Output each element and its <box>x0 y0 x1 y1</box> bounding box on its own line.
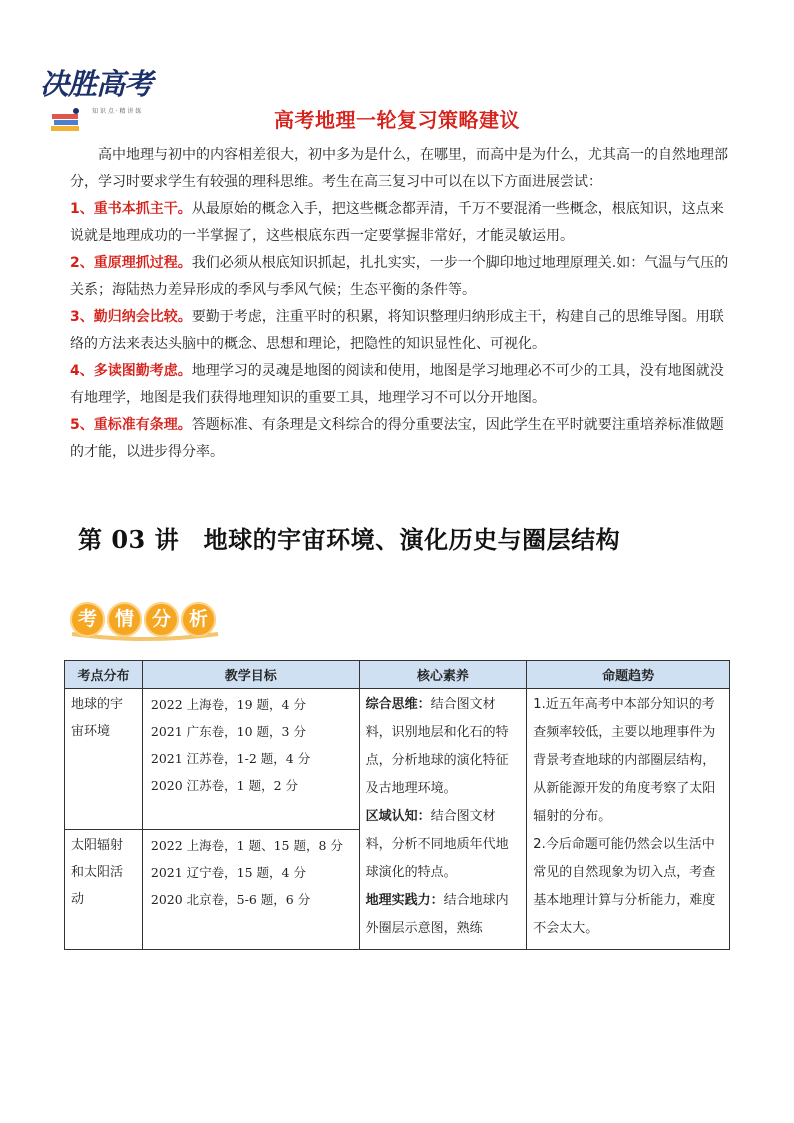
strategy-text <box>70 142 730 466</box>
column-header: 核心素养 <box>359 661 527 689</box>
tip-paragraph <box>70 412 730 466</box>
tip-text: 从最原始的概念入手，把这些概念都弄清，千万不要混淆一些概念，根底知识，这点来说就是地理成功的一半掌握了，这些根底东西一定要掌握非常好，才能灵敏运用。 <box>70 201 724 244</box>
exam-list <box>142 830 359 950</box>
exam-item: 2022 上海卷，1 题、15 题，8 分 <box>150 838 343 853</box>
tip-paragraph <box>70 358 730 412</box>
exam-item: 2022 上海卷，19 题，4 分 <box>150 697 306 712</box>
literacy-item <box>366 887 521 943</box>
tip-label: 2、重原理抓过程。 <box>70 255 192 271</box>
analysis-table <box>64 660 730 950</box>
table-row <box>65 689 730 830</box>
table-header-row <box>65 661 730 689</box>
tip-paragraph <box>70 196 730 250</box>
lecture-title: 第 03 讲 地球的宇宙环境、演化历史与圈层结构 <box>78 525 621 554</box>
page-title: 高考地理一轮复习策略建议 <box>274 108 520 132</box>
section-tag-char: 析 <box>181 602 216 637</box>
tip-text: 答题标准、有条理是文科综合的得分重要法宝，因此学生在平时就要注重培养标准做题的才能，以进步得分率。 <box>70 417 724 460</box>
literacy-label: 综合思维： <box>365 697 431 712</box>
exam-item: 2021 广东卷，10 题，3 分 <box>150 724 306 739</box>
column-header: 考点分布 <box>65 661 143 689</box>
literacy-label: 地理实践力： <box>365 893 444 908</box>
section-tag-char: 分 <box>144 602 179 637</box>
literacy-item <box>366 691 521 803</box>
section-tag <box>70 600 220 642</box>
tip-text: 要勤于考虑，注重平时的积累，将知识整理归纳形成主干，构建自己的思维导图。用联络的方法来表达头脑中的概念、思想和理论，把隐性的知识显性化、可视化。 <box>70 309 724 352</box>
exam-item: 2020 江苏卷，1 题，2 分 <box>150 778 299 793</box>
intro-paragraph: 高中地理与初中的内容相差很大，初中多为是什么，在哪里，而高中是为什么，尤其高一的自然地理部分，学习时要求学生有较强的理科思维。考生在高三复习中可以在以下方面进展尝试： <box>70 147 728 190</box>
topic-cell: 太阳辐射和太阳活动 <box>65 830 143 950</box>
logo-text: 决胜高考 <box>40 67 153 101</box>
exam-item: 2021 辽宁卷，15 题，4 分 <box>150 865 306 880</box>
trend-item: 2.今后命题可能仍然会以生活中常见的自然现象为切入点，考查基本地理计算与分析能力，难度不会太大。 <box>533 837 716 936</box>
tip-paragraph <box>70 304 730 358</box>
trend-cell <box>527 689 730 950</box>
section-tag-char: 考 <box>70 602 105 637</box>
exam-list <box>142 689 359 830</box>
tip-label: 1、重书本抓主干。 <box>70 201 192 217</box>
column-header: 教学目标 <box>142 661 359 689</box>
logo-subtitle: 知 识 点 · 精 讲 练 <box>92 108 142 115</box>
exam-item: 2021 江苏卷，1-2 题，4 分 <box>150 751 311 766</box>
column-header: 命题趋势 <box>527 661 730 689</box>
tip-paragraph <box>70 250 730 304</box>
literacy-label: 区域认知： <box>365 809 431 824</box>
tip-text: 我们必须从根底知识抓起，扎扎实实，一步一个脚印地过地理原理关.如：气温与气压的关系；海陆热力差异形成的季风与季风气候；生态平衡的条件等。 <box>70 255 729 298</box>
tip-text: 地理学习的灵魂是地图的阅读和使用，地图是学习地理必不可少的工具，没有地图就没有地理学，地图是我们获得地理知识的重要工具，地理学习不可以分开地图。 <box>70 363 724 406</box>
section-tag-char: 情 <box>107 602 142 637</box>
tip-label: 5、重标准有条理。 <box>70 417 192 433</box>
tip-label: 4、多读图勤考虑。 <box>70 363 192 379</box>
exam-item: 2020 北京卷，5-6 题，6 分 <box>150 892 311 907</box>
literacy-item <box>366 803 521 887</box>
trend-item: 1.近五年高考中本部分知识的考查频率较低，主要以地理事件为背景考查地球的内部圈层结构，从新能源开发的角度考察了太阳辐射的分布。 <box>533 697 716 824</box>
tip-label: 3、勤归纳会比较。 <box>70 309 192 325</box>
literacy-text: 结合图文材料，分析不同地质年代地球演化的特点。 <box>365 809 509 880</box>
literacy-text: 结合图文材料，识别地层和化石的特点，分析地球的演化特征及古地理环境。 <box>365 697 509 796</box>
literacy-cell <box>359 689 527 950</box>
topic-cell: 地球的宇宙环境 <box>65 689 143 830</box>
literacy-text: 结合地球内外圈层示意图，熟练 <box>365 893 509 936</box>
